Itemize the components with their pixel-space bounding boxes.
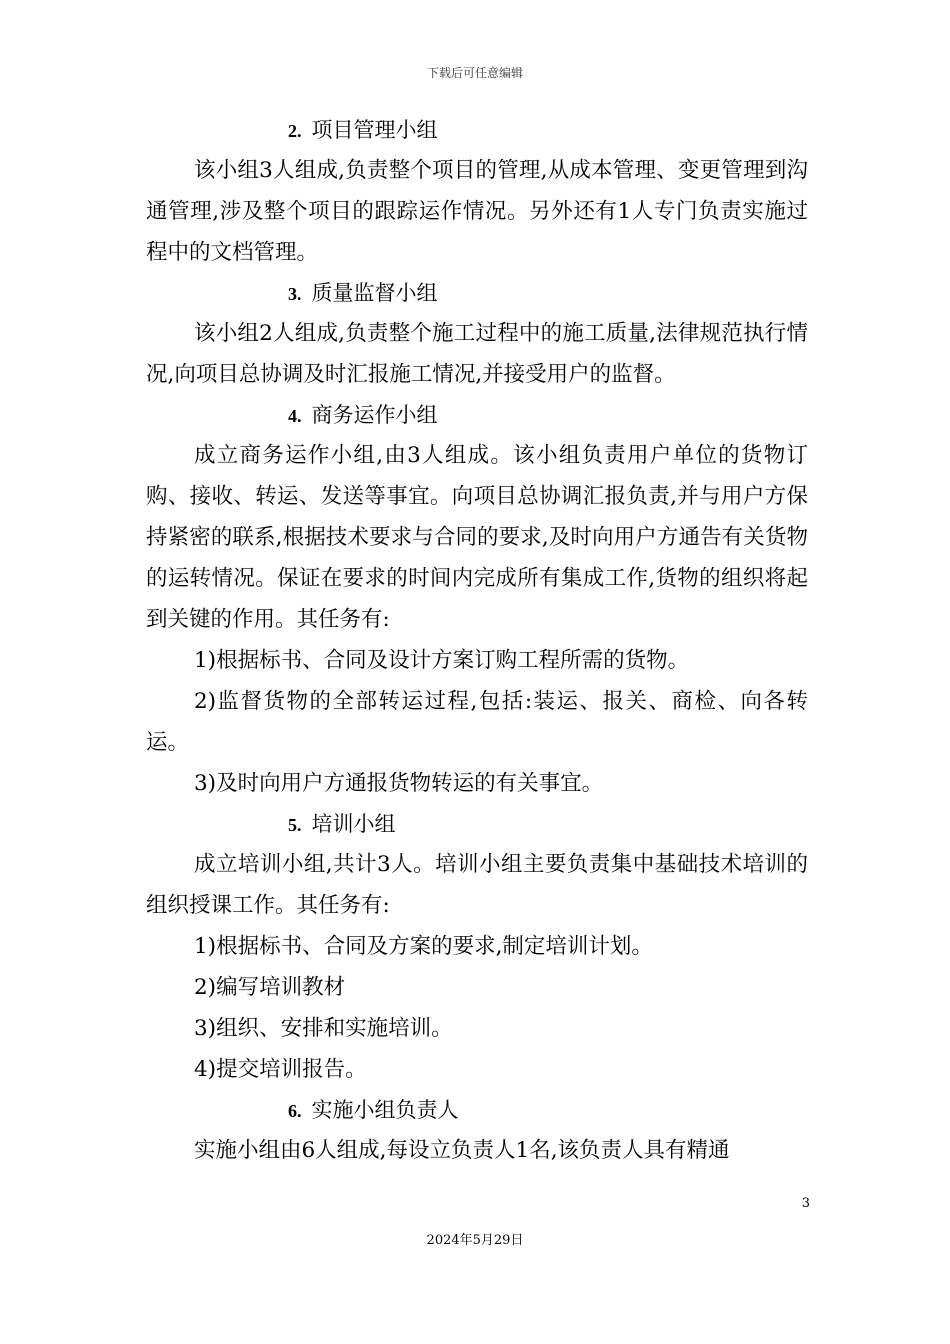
section-title: 商务运作小组 xyxy=(311,403,438,427)
section-number: 5. xyxy=(288,815,302,835)
section-number: 2. xyxy=(288,121,302,141)
paragraph: 成立培训小组,共计3人。培训小组主要负责集中基础技术培训的组织授课工作。其任务有: xyxy=(146,852,808,918)
section-number: 6. xyxy=(288,1101,302,1121)
section-title: 培训小组 xyxy=(311,812,396,836)
list-item: 3)及时向用户方通报货物转运的有关事宜。 xyxy=(194,771,604,796)
section-heading xyxy=(146,395,808,435)
list-item: 2)监督货物的全部转运过程,包括:装运、报关、商检、向各转运。 xyxy=(146,689,808,755)
paragraph: 实施小组由6人组成,每设立负责人1名,该负责人具有精通 xyxy=(194,1138,730,1163)
section-number: 4. xyxy=(288,406,302,426)
list-item: 1)根据标书、合同及设计方案订购工程所需的货物。 xyxy=(194,648,690,673)
paragraph: 该小组2人组成,负责整个施工过程中的施工质量,法律规范执行情况,向项目总协调及时汇报施工情况,并接受用户的监督。 xyxy=(146,321,808,387)
section-title: 实施小组负责人 xyxy=(311,1098,459,1122)
document-body xyxy=(146,110,808,1171)
page-number: 3 xyxy=(801,1196,810,1211)
section-heading xyxy=(146,273,808,313)
list-item: 4)提交培训报告。 xyxy=(194,1057,367,1082)
list-item: 3)组织、安排和实施培训。 xyxy=(194,1016,453,1041)
paragraph: 成立商务运作小组,由3人组成。该小组负责用户单位的货物订购、接收、转运、发送等事宜。向项目总协调汇报负责,并与用户方保持紧密的联系,根据技术要求与合同的要求,及时向用户方通告有关货物的运转情况。保证在要求的时间内完成所有集成工作,货物的组织将起到关键的作用。其任务有: xyxy=(146,443,808,632)
page-footer-date: 2024年5月29日 xyxy=(426,1233,524,1248)
section-title: 质量监督小组 xyxy=(311,281,438,305)
section-heading xyxy=(146,1090,808,1130)
page-header: 下载后可任意编辑 xyxy=(426,66,523,80)
section-title: 项目管理小组 xyxy=(311,118,438,142)
section-heading xyxy=(146,110,808,150)
section-heading xyxy=(146,804,808,844)
list-item: 2)编写培训教材 xyxy=(194,975,346,1000)
section-number: 3. xyxy=(288,284,302,304)
list-item: 1)根据标书、合同及方案的要求,制定培训计划。 xyxy=(194,934,653,959)
paragraph: 该小组3人组成,负责整个项目的管理,从成本管理、变更管理到沟通管理,涉及整个项目的跟踪运作情况。另外还有1人专门负责实施过程中的文档管理。 xyxy=(146,158,808,265)
